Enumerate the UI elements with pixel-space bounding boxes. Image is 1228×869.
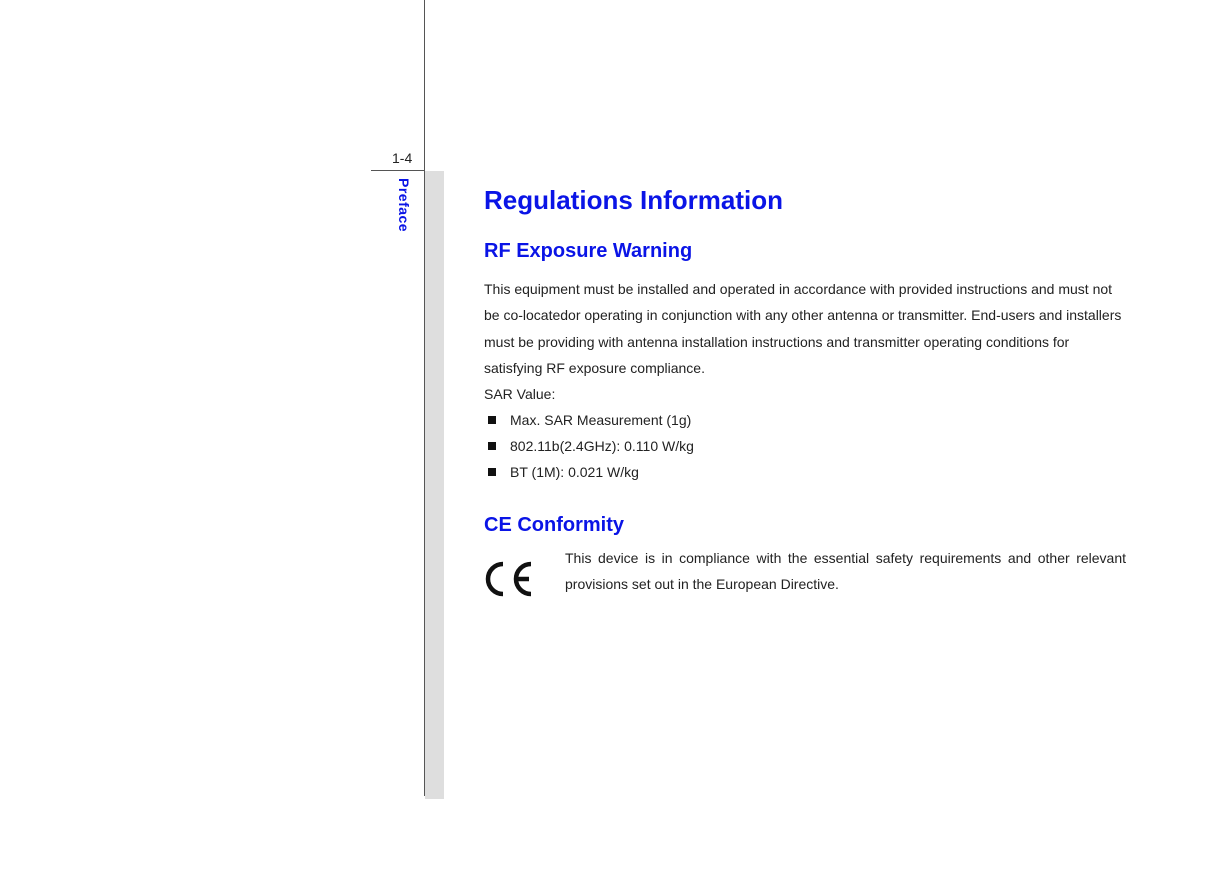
square-bullet-icon — [488, 468, 496, 476]
margin-gray-bar — [425, 171, 444, 799]
square-bullet-icon — [488, 416, 496, 424]
section-label-preface: Preface — [396, 178, 412, 233]
ce-conformity-text: This device is in compliance with the essential safety requirements and other relevant provisions set out in the European Directive. — [565, 550, 1126, 593]
ce-conformity-block — [484, 552, 1126, 605]
margin-horizontal-rule — [371, 170, 425, 171]
rf-exposure-paragraph: This equipment must be installed and operated in accordance with provided instructions and must not be co-locatedor operating in conjunction with any other antenna or transmitter. End-users and installers must be providing with antenna installation instructions and transmitter operating conditions for satisfying RF exposure compliance. — [484, 281, 1122, 376]
sar-list-item — [484, 433, 1126, 459]
sar-value-label: SAR Value: — [484, 386, 556, 403]
sar-list-item — [484, 459, 1126, 485]
rf-exposure-heading: RF Exposure Warning — [484, 240, 693, 262]
page-title: Regulations Information — [484, 185, 783, 215]
page-number: 1-4 — [392, 150, 413, 166]
square-bullet-icon — [488, 442, 496, 450]
sar-list — [484, 407, 1126, 485]
sar-item-text: Max. SAR Measurement (1g) — [510, 412, 692, 429]
ce-conformity-heading: CE Conformity — [484, 514, 624, 537]
sar-item-text: 802.11b(2.4GHz): 0.110 W/kg — [510, 438, 694, 455]
sar-item-text: BT (1M): 0.021 W/kg — [510, 464, 639, 481]
ce-mark-icon — [484, 552, 565, 605]
sar-list-item — [484, 407, 1126, 433]
main-content — [484, 180, 1126, 605]
